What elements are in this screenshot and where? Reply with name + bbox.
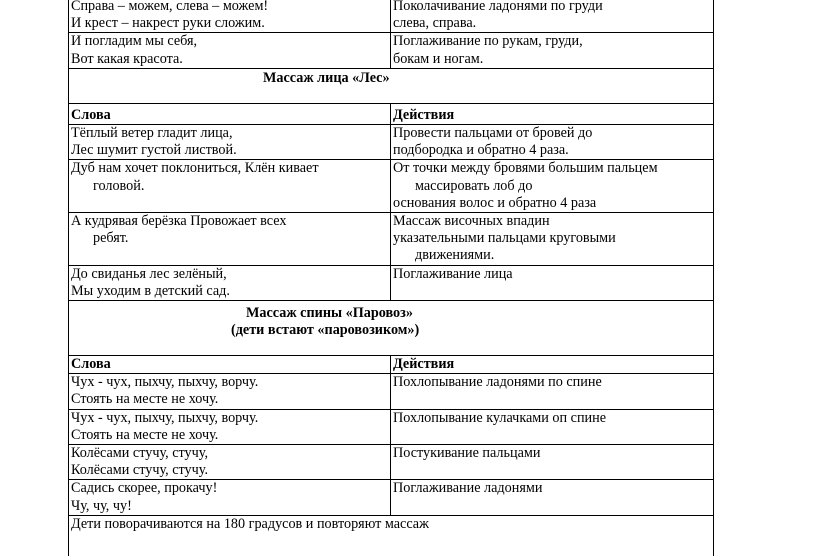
actions-cell: Поглаживание ладонями [391, 480, 714, 515]
actions-cell: Поглаживание по рукам, груди, бокам и ногам. [391, 33, 714, 68]
massage-table [68, 0, 714, 556]
section-title-row [69, 301, 714, 356]
table-row [69, 0, 714, 33]
footer-note: Дети поворачиваются на 180 градусов и повторяют массаж [69, 515, 714, 556]
actions-cell: Поглаживание лица [391, 265, 714, 300]
column-headers [69, 103, 714, 124]
table-row [69, 265, 714, 300]
words-cell: Справа – можем, слева – можем! И крест – накрест руки сложим. [69, 0, 391, 33]
section-title-row [69, 68, 714, 103]
words-cell: Колёсами стучу, стучу, Колёсами стучу, стучу. [69, 445, 391, 480]
actions-cell: Похлопывание ладонями по спине [391, 374, 714, 409]
section-title: Массаж спины «Паровоз» (дети встают «паровозиком») [69, 301, 714, 356]
words-cell: Тёплый ветер гладит лица, Лес шумит густой листвой. [69, 125, 391, 160]
words-cell: Чух - чух, пыхчу, пыхчу, ворчу. Стоять на месте не хочу. [69, 374, 391, 409]
table-row [69, 480, 714, 515]
actions-cell: Постукивание пальцами [391, 445, 714, 480]
column-header-actions: Действия [391, 103, 714, 124]
table-row [69, 160, 714, 213]
words-cell: Садись скорее, прокачу! Чу, чу, чу! [69, 480, 391, 515]
column-headers [69, 356, 714, 374]
words-cell: А кудрявая берёзка Провожает всех ребят. [69, 213, 391, 266]
actions-cell: От точки между бровями большим пальцем массировать лоб до основания волос и обратно 4 раза [391, 160, 714, 213]
column-header-words: Слова [69, 103, 391, 124]
massage-document [68, 0, 713, 556]
column-header-words: Слова [69, 356, 391, 374]
words-cell: И погладим мы себя, Вот какая красота. [69, 33, 391, 68]
words-cell: Чух - чух, пыхчу, пыхчу, ворчу. Стоять на месте не хочу. [69, 409, 391, 444]
column-header-actions: Действия [391, 356, 714, 374]
words-cell: Дуб нам хочет поклониться, Клён кивает головой. [69, 160, 391, 213]
table-row [69, 33, 714, 68]
actions-cell: Поколачивание ладонями по груди слева, справа. [391, 0, 714, 33]
table-row [69, 213, 714, 266]
actions-cell: Похлопывание кулачками оп спине [391, 409, 714, 444]
table-row [69, 125, 714, 160]
section-title: Массаж лица «Лес» [69, 68, 714, 103]
words-cell: До свиданья лес зелёный, Мы уходим в детский сад. [69, 265, 391, 300]
actions-cell: Провести пальцами от бровей до подбородка и обратно 4 раза. [391, 125, 714, 160]
table-row [69, 374, 714, 409]
actions-cell: Массаж височных впадин указательными пальцами круговыми движениями. [391, 213, 714, 266]
table-row [69, 409, 714, 444]
footer-row [69, 515, 714, 556]
table-row [69, 445, 714, 480]
